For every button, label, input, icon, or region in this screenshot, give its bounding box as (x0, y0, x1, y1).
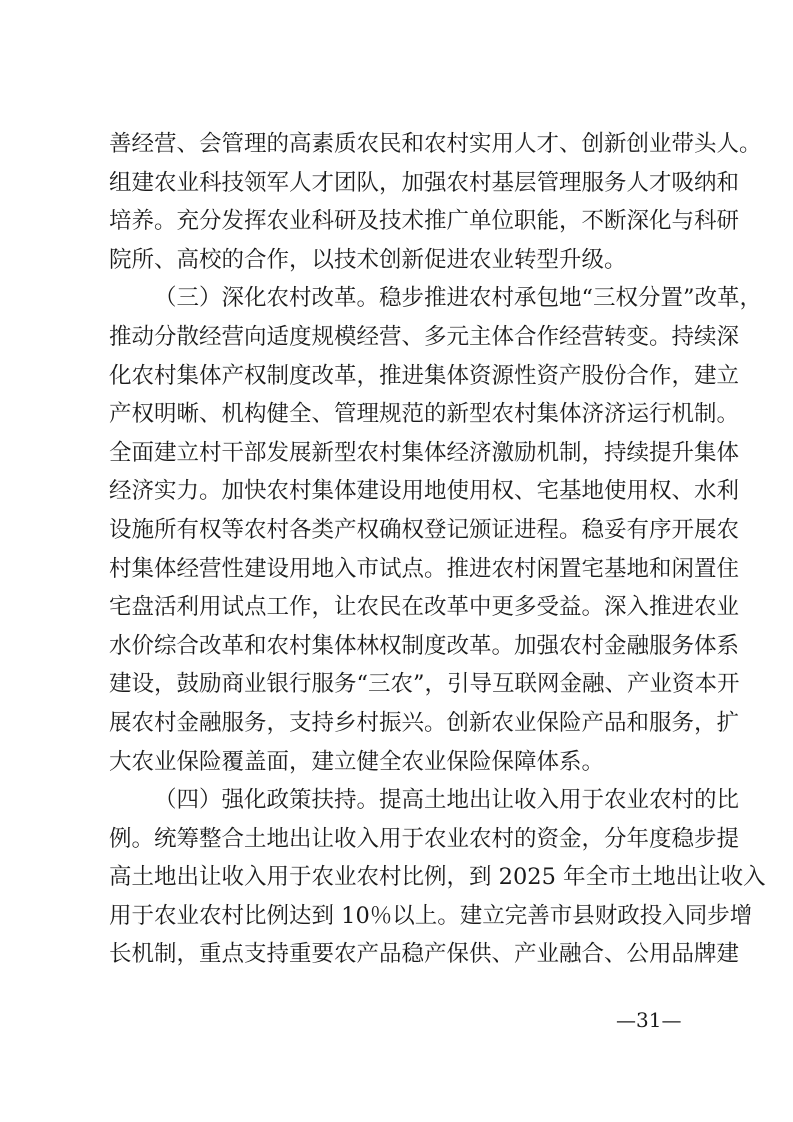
text-line: 培养。充分发挥农业科研及技术推广单位职能，不断深化与科研 (109, 208, 740, 235)
text-line: 组建农业科技领军人才团队，加强农村基层管理服务人才吸纳和 (109, 169, 740, 196)
paragraph (109, 279, 763, 781)
text-line: 产权明晰、机构健全、管理规范的新型农村集体济济运行机制。 (109, 401, 740, 428)
document-body (109, 125, 766, 974)
text-line: （三）深化农村改革。稳步推进农村承包地“三权分置”改革， (154, 285, 763, 312)
text-line: 全面建立村干部发展新型农村集体经济激励机制，持续提升集体 (109, 439, 740, 466)
text-line: 经济实力。加快农村集体建设用地使用权、宅基地使用权、水利 (109, 478, 740, 505)
text-line: 长机制，重点支持重要农产品稳产保供、产业融合、公用品牌建 (109, 941, 740, 968)
text-line: 院所、高校的合作，以技术创新促进农业转型升级。 (109, 246, 627, 273)
text-line: 设施所有权等农村各类产权确权登记颁证进程。稳妥有序开展农 (109, 516, 740, 543)
text-line: 水价综合改革和农村集体林权制度改革。加强农村金融服务体系 (109, 632, 740, 659)
text-line: （四）强化政策扶持。提高土地出让收入用于农业农村的比 (154, 787, 740, 814)
text-line: 展农村金融服务，支持乡村振兴。创新农业保险产品和服务，扩 (109, 709, 740, 736)
text-line: 宅盘活利用试点工作，让农民在改革中更多受益。深入推进农业 (109, 594, 740, 621)
text-line: 例。统筹整合土地出让收入用于农业农村的资金，分年度稳步提 (109, 825, 740, 852)
text-line: 高土地出让收入用于农业农村比例，到 2025 年全市土地出让收入 (109, 864, 766, 891)
text-line: 化农村集体产权制度改革，推进集体资源性资产股份合作，建立 (109, 362, 740, 389)
text-line: 善经营、会管理的高素质农民和农村实用人才、创新创业带头人。 (109, 131, 762, 157)
text-line: 建设，鼓励商业银行服务“三农”，引导互联网金融、产业资本开 (109, 671, 740, 698)
text-line: 大农业保险覆盖面，建立健全农业保险保障体系。 (109, 748, 605, 775)
page-number: —31— (616, 1008, 682, 1032)
text-line: 用于农业农村比例达到 10％以上。建立完善市县财政投入同步增 (109, 902, 753, 929)
text-line: 村集体经营性建设用地入市试点。推进农村闲置宅基地和闲置住 (109, 555, 740, 582)
text-line: 推动分散经营向适度规模经营、多元主体合作经营转变。持续深 (109, 323, 740, 350)
paragraph (109, 125, 762, 279)
paragraph (109, 781, 766, 974)
